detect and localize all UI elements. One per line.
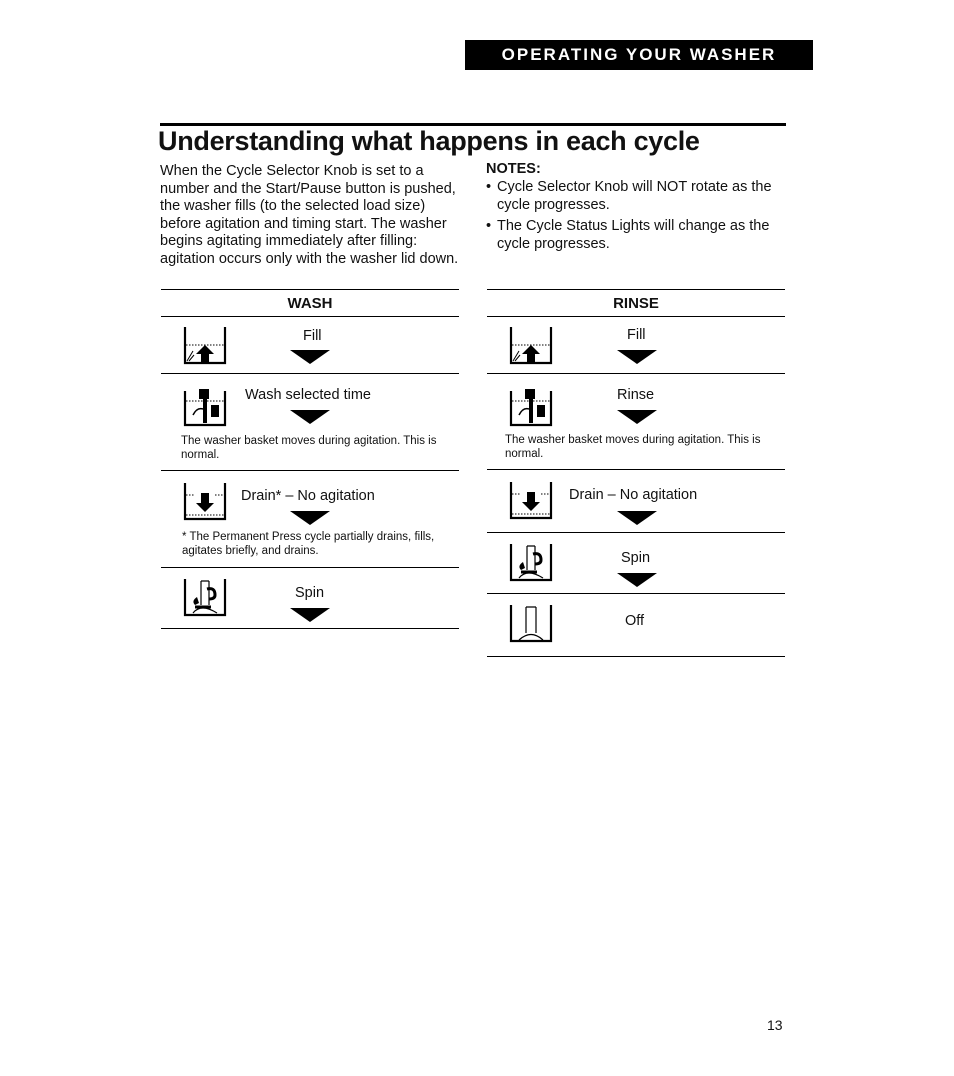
down-arrow-icon: [617, 410, 657, 424]
rinse-agitate-step: [487, 374, 785, 470]
down-arrow-icon: [290, 608, 330, 622]
rinse-off-step: [487, 594, 785, 657]
down-arrow-icon: [617, 511, 657, 525]
permanent-press-footnote: * The Permanent Press cycle partially drains, fills, agitates briefly, and drains.: [182, 531, 435, 557]
wash-spin-step: [161, 568, 459, 629]
wash-drain-label: Drain* – No agitation: [241, 488, 375, 504]
agitate-tub-icon: [507, 385, 555, 427]
wash-column: [161, 289, 459, 629]
spin-tub-icon: [181, 577, 229, 619]
down-arrow-icon: [617, 573, 657, 587]
rinse-heading: RINSE: [487, 289, 785, 317]
spin-tub-icon: [507, 542, 555, 584]
rinse-spin-step: [487, 533, 785, 594]
intro-paragraph: When the Cycle Selector Knob is set to a number and the Start/Pause button is pushed, the washer fills (to the selected load size) before agitation and timing start. The washer begins agitating immediately after filling: agitation occurs only with the washer lid down.: [160, 163, 459, 267]
wash-drain-step: [161, 471, 459, 568]
wash-selected-time-label: Wash selected time: [245, 387, 371, 403]
bullet: •: [486, 218, 492, 234]
off-tub-icon: [507, 603, 555, 645]
wash-heading: WASH: [161, 289, 459, 317]
bullet: •: [486, 179, 492, 195]
down-arrow-icon: [290, 410, 330, 424]
note-item: [486, 179, 796, 214]
rinse-column: [487, 289, 785, 657]
rinse-agitation-note: The washer basket moves during agitation. This is normal.: [505, 434, 761, 460]
down-arrow-icon: [290, 511, 330, 525]
fill-tub-icon: [181, 325, 229, 367]
rinse-drain-label: Drain – No agitation: [569, 487, 698, 503]
fill-tub-icon: [507, 325, 555, 367]
rinse-fill-step: [487, 317, 785, 374]
note-text: Cycle Selector Knob will NOT rotate as the cycle progresses.: [497, 179, 772, 213]
note-text: The Cycle Status Lights will change as the cycle progresses.: [497, 218, 770, 252]
rinse-spin-label: Spin: [621, 550, 651, 566]
wash-fill-step: [161, 317, 459, 374]
page-number: 13: [767, 1017, 783, 1033]
rinse-label: Rinse: [617, 387, 655, 403]
notes-title: NOTES:: [486, 161, 541, 177]
drain-tub-icon: [181, 481, 229, 523]
wash-agitate-step: [161, 374, 459, 471]
wash-spin-label: Spin: [295, 585, 325, 601]
drain-tub-icon: [507, 480, 555, 522]
notes-block: [486, 161, 796, 257]
rinse-fill-label: Fill: [627, 327, 646, 343]
rinse-drain-step: [487, 470, 785, 533]
rinse-off-label: Off: [625, 613, 645, 629]
wash-fill-label: Fill: [303, 328, 322, 344]
section-banner: OPERATING YOUR WASHER: [465, 40, 813, 70]
page-title: Understanding what happens in each cycle: [158, 126, 700, 156]
note-item: [486, 218, 796, 253]
wash-agitation-note: The washer basket moves during agitation. This is normal.: [181, 435, 437, 461]
down-arrow-icon: [617, 350, 657, 364]
agitate-tub-icon: [181, 385, 229, 427]
down-arrow-icon: [290, 350, 330, 364]
